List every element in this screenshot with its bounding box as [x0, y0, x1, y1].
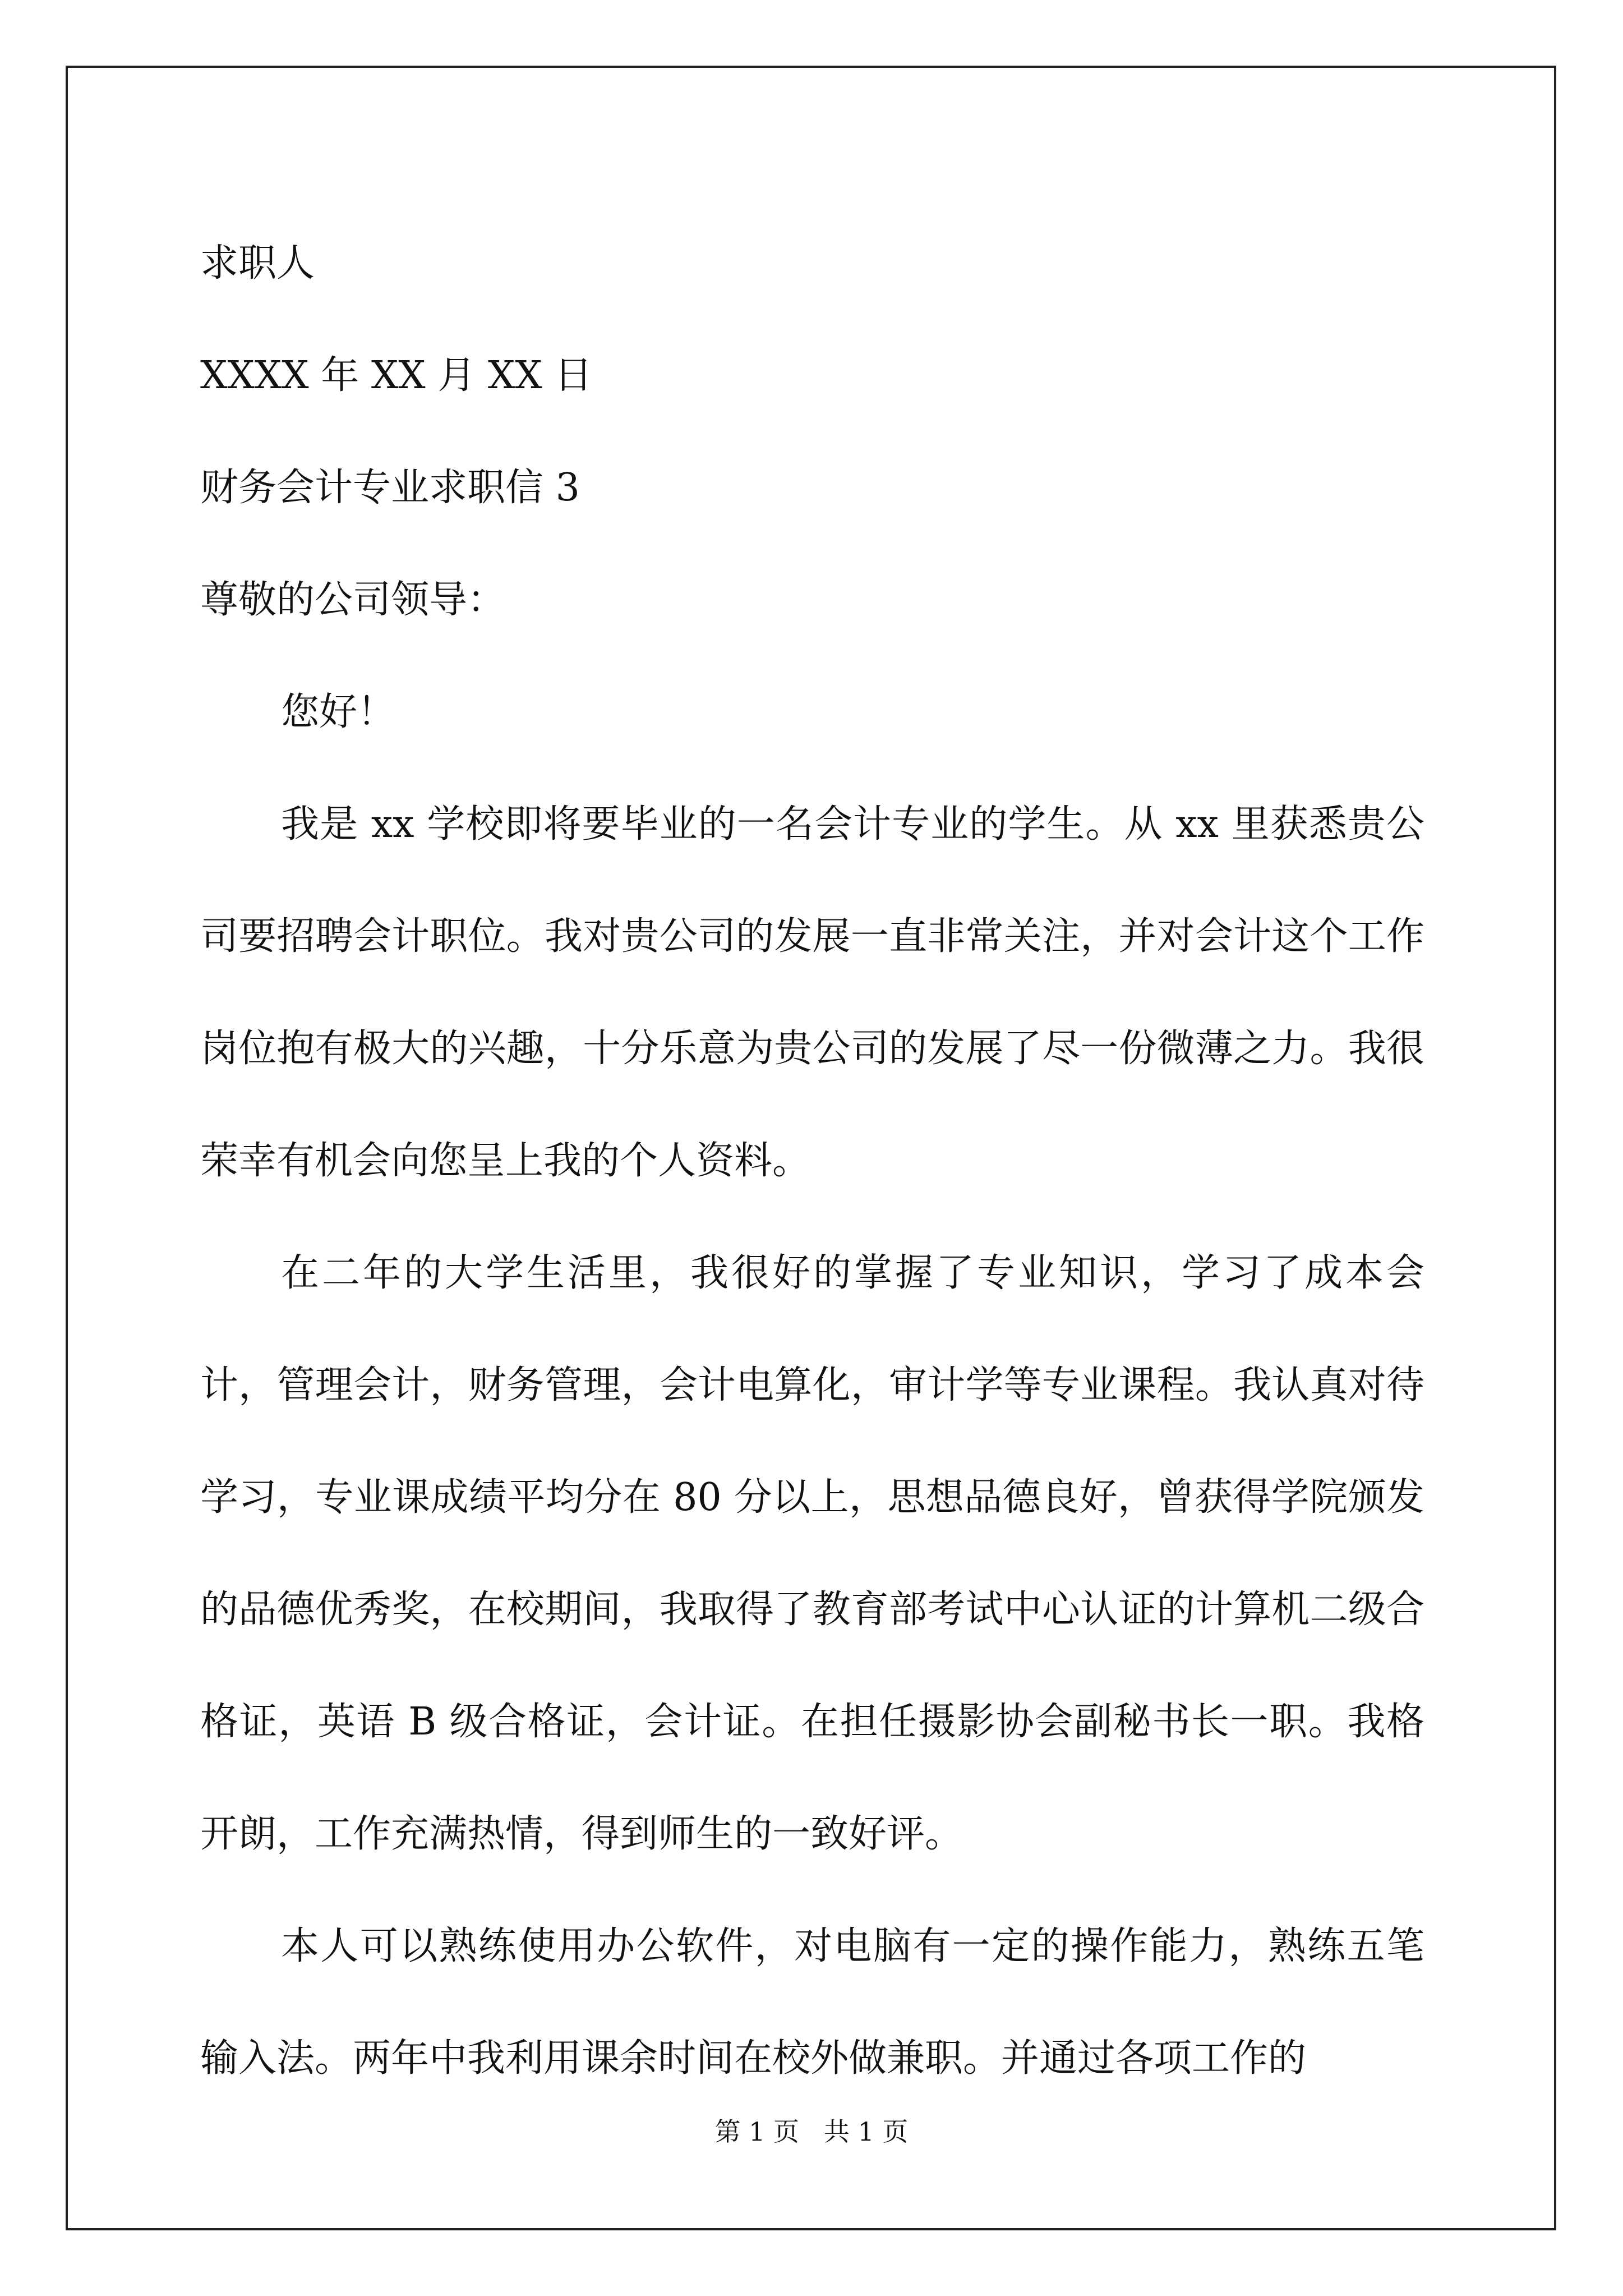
date-line: XXXX 年 XX 月 XX 日 — [200, 353, 593, 398]
greeting: 您好！ — [281, 690, 396, 734]
letter-heading: 财务会计专业求职信 3 — [200, 466, 580, 510]
signature-line: 求职人 — [200, 241, 315, 286]
letter-body — [200, 208, 1424, 2115]
paragraph-intro: 我是 xx 学校即将要毕业的一名会计专业的学生。从 xx 里获悉贵公司要招聘会计职位。我对贵公司的发展一直非常关注，并对会计这个工作岗位抱有极大的兴趣，十分乐意为贵公司的发展了尽一份微薄之力。我很荣幸有机会向您呈上我的个人资料。 — [200, 802, 1424, 1183]
page-number-footer: 第 1 页 共 1 页 — [714, 2116, 909, 2147]
paragraph-education: 在二年的大学生活里，我很好的掌握了专业知识，学习了成本会计，管理会计，财务管理，会计电算化，审计学等专业课程。我认真对待学习，专业课成绩平均分在 80 分以上，思想品德良好，曾获得学院颁发的品德优秀奖，在校期间，我取得了教育部考试中心认证的计算机二级合格证，英语 B 级合格证，会计证。在担任摄影协会副秘书长一职。我格开朗，工作充满热情，得到师生的一致好评。 — [200, 1251, 1424, 1856]
salutation: 尊敬的公司领导： — [200, 578, 506, 622]
paragraph-skills: 本人可以熟练使用办公软件，对电脑有一定的操作能力，熟练五笔输入法。两年中我利用课余时间在校外做兼职。并通过各项工作的 — [200, 1924, 1424, 2081]
